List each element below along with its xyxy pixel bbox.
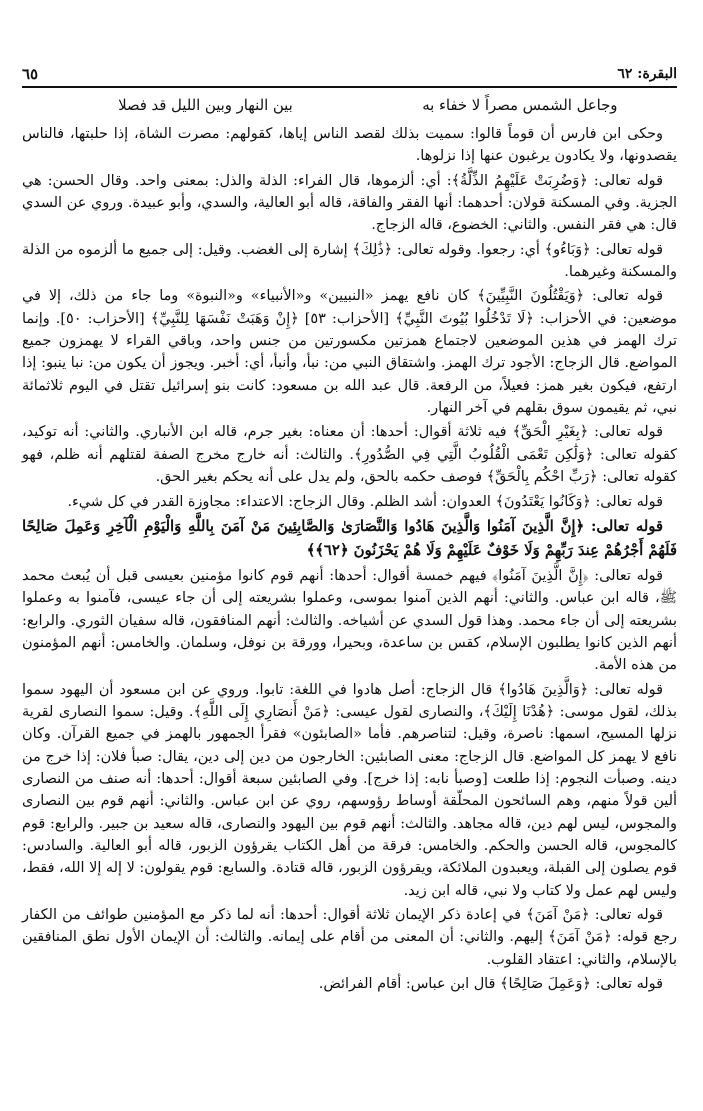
verse-second-hemistich: بين النهار وبين الليل قد فصلا bbox=[118, 97, 293, 114]
paragraph: قوله تعالى: ﴿وَكَانُوا يَعْتَدُونَ﴾ العدوان: أشد الظلم. وقال الزجاج: الاعتداء: مجاوزة القدر في كل شيء. bbox=[67, 493, 663, 510]
paragraph: قوله تعالى: ﴿وَيَقْتُلُونَ النَّبِيِّينَ﴾ كان نافع يهمز «النبيين» و«الأنبياء» و«النبوة» وما جاء من ذلك، إلا في موضعين: في الأحزاب: ﴿لَا تَدْخُلُوا بُيُوتَ النَّبِيِّ﴾ [الأحزاب: ٥٣] ﴿إِنْ وَهَبَتْ نَفْسَهَا لِلنَّبِيِّ﴾ [الأحزاب: ٥٠]. وإنما ترك الهمز في هذين الموضعين لاجتماع همزتين مكسورتين من جنس واحد، وباقي القراء لا يهمزون جميع المواضع. قال الزجاج: الأجود ترك الهمز. واشتقاق النبي من: نبأ، وأنبأ، أي: أخبر. ويجوز أن يكون من: نبا ينبو: إذا ارتفع، فيكون بغير همز: فعيلاً، من الرفعة. قال عبد الله بن مسعود: كانت بنو إسرائيل تقتل في اليوم ثلاثمائة نبي، ثم يقيمون سوق بقلهم في آخر النهار. bbox=[22, 288, 677, 417]
page-body bbox=[22, 95, 677, 997]
header-rule bbox=[22, 86, 677, 88]
verse-first-hemistich: وجاعل الشمس مصراً لا خفاء به bbox=[422, 97, 618, 114]
paragraph: قوله تعالى: ﴿وَعَمِلَ صَالِحًا﴾ قال ابن عباس: أقام الفرائض. bbox=[318, 976, 663, 993]
quran-verse: قوله تعالى: ﴿إِنَّ الَّذِينَ آمَنُوا وَالَّذِينَ هَادُوا وَالنَّصَارَىٰ وَالصَّابِئِينَ مَنْ آمَنَ بِاللَّهِ وَالْيَوْمِ الْآخِرِ وَعَمِلَ صَالِحًا فَلَهُمْ أَجْرُهُمْ عِندَ رَبِّهِمْ وَلَا خَوْفٌ عَلَيْهِمْ وَلَا هُمْ يَحْزَنُونَ ﴿٦٢﴾﴾ bbox=[22, 517, 677, 559]
paragraph: قوله تعالى: ﴿وَبَاءُو﴾ أي: رجعوا. وقوله تعالى: ﴿ذَٰلِكَ﴾ إشارة إلى الغضب. وقيل: إلى جميع ما ألزموه من الذلة والمسكنة وغيرهما. bbox=[22, 241, 677, 281]
surah-reference: البقرة: ٦٢ bbox=[617, 66, 677, 82]
paragraph: قوله تعالى: ﴿بِغَيْرِ الْحَقِّ﴾ فيه ثلاثة أقوال: أحدها: أن معناه: بغير جرم، قاله ابن الأنباري. والثاني: أنه توكيد، كقوله تعالى: ﴿وَلَٰكِن تَعْمَى الْقُلُوبُ الَّتِي فِي الصُّدُورِ﴾. والثالث: أنه خارج مخرج الصفة لقتلهم أنه ظلم، فهو كقوله تعالى: ﴿رَبِّ احْكُم بِالْحَقِّ﴾ فوصف حكمه بالحق، ولم يدل على أنه يحكم بغير الحق. bbox=[22, 424, 677, 486]
poetry-verse bbox=[22, 95, 677, 121]
paragraph: وحكى ابن فارس أن قوماً قالوا: سميت بذلك لقصد الناس إياها، كقولهم: مصرت الشاة، إذا حلبتها، فالناس يقصدونها، ولا يكادون يرغبون عنها إذا نزلوها. bbox=[22, 126, 677, 165]
paragraph: قوله تعالى: ﴿وَضُرِبَتْ عَلَيْهِمُ الذِّلَّةُ﴾: أي: ألزموها، قال الفراء: الذلة والذل: بمعنى واحد. وقال الحسن: هي الجزية. وفي المسكنة قولان: أحدهما: أنها الفقر والفاقة، قاله أبو العالية، والسدي، وأبو عبيدة. وروي عن السدي قال: هي فقر النفس. والثاني: الخضوع، قاله الزجاج. bbox=[22, 172, 677, 234]
page-number: ٦٥ bbox=[22, 65, 39, 83]
paragraph: قوله تعالى: ﴿إِنَّ الَّذِينَ آمَنُوا﴾ فيهم خمسة أقوال: أحدها: أنهم قوم كانوا مؤمنين بعيسى قبل أن يُبعث محمد ﷺ، قاله ابن عباس. والثاني: أنهم الذين آمنوا بموسى، وعملوا بشريعته إلى أن جاء عيسى، فآمنوا به وعملوا بشريعته إلى أن جاء محمد. وهذا قول السدي عن أشياخه. والثالث: أنهم المنافقون، قاله سفيان الثوري. والرابع: أنهم الذين كانوا يطلبون الإسلام، كقس بن ساعدة، وبحيرا، وورقة بن نوفل، وسلمان. والخامس: أنهم المؤمنون من هذه الأمة. bbox=[22, 567, 677, 674]
paragraph: قوله تعالى: ﴿وَالَّذِينَ هَادُوا﴾ قال الزجاج: أصل هادوا في اللغة: تابوا. وروي عن ابن مسعود أن اليهود سموا بذلك، لقول موسى: ﴿هُدْنَا إِلَيْكَ﴾، والنصارى لقول عيسى: ﴿مَنْ أَنصَارِي إِلَى اللَّهِ﴾. وقيل: سموا النصارى لقرية نزلها المسيح، اسمها: ناصرة، وقيل: لتناصرهم. فأما «الصابئون» فقرأ الجمهور بالهمز في جميع القرآن. وكان نافع لا يهمز كل المواضع. قال الزجاج: معنى الصابئين: الخارجون من دين إلى دين، يقال: صبأ فلان: إذا خرج من دينه. وصبأت النجوم: إذا طلعت [وصبأ نابه: إذا خرج]. وفي الصابئين سبعة أقوال: أحدها: أنه صنف من النصارى ألين قولاً منهم، وهم السائحون المحلّقة أوساط رؤوسهم، روي عن ابن عباس. والثاني: أنهم قوم بين النصارى والمجوس، ليس لهم دين، قاله مجاهد. والثالث: أنهم قوم بين اليهود والنصارى، قاله سعيد بن جبير. والرابع: قوم كالمجوس، قاله الحسن والحكم. والخامس: فرقة من أهل الكتاب يقرؤون الزبور، قاله أبو العالية. والسادس: قوم يصلون إلى القبلة، ويعبدون الملائكة، ويقرؤون الزبور، قاله قتادة. والسابع: قوم يقولون: لا إله إلا الله، فقط، وليس لهم عمل ولا كتاب ولا نبي، قاله ابن زيد. bbox=[22, 681, 677, 899]
page-header bbox=[22, 63, 677, 87]
paragraph: قوله تعالى: ﴿مَنْ آمَنَ﴾ في إعادة ذكر الإيمان ثلاثة أقوال: أحدها: أنه لما ذكر مع المؤمنين طوائف من الكفار رجع قوله: ﴿مَنْ آمَنَ﴾ إليهم. والثاني: أن المعنى من أقام على إيمانه. والثالث: أن الإيمان الأول نطق المنافقين بالإسلام، والثاني: اعتقاد القلوب. bbox=[22, 907, 677, 968]
